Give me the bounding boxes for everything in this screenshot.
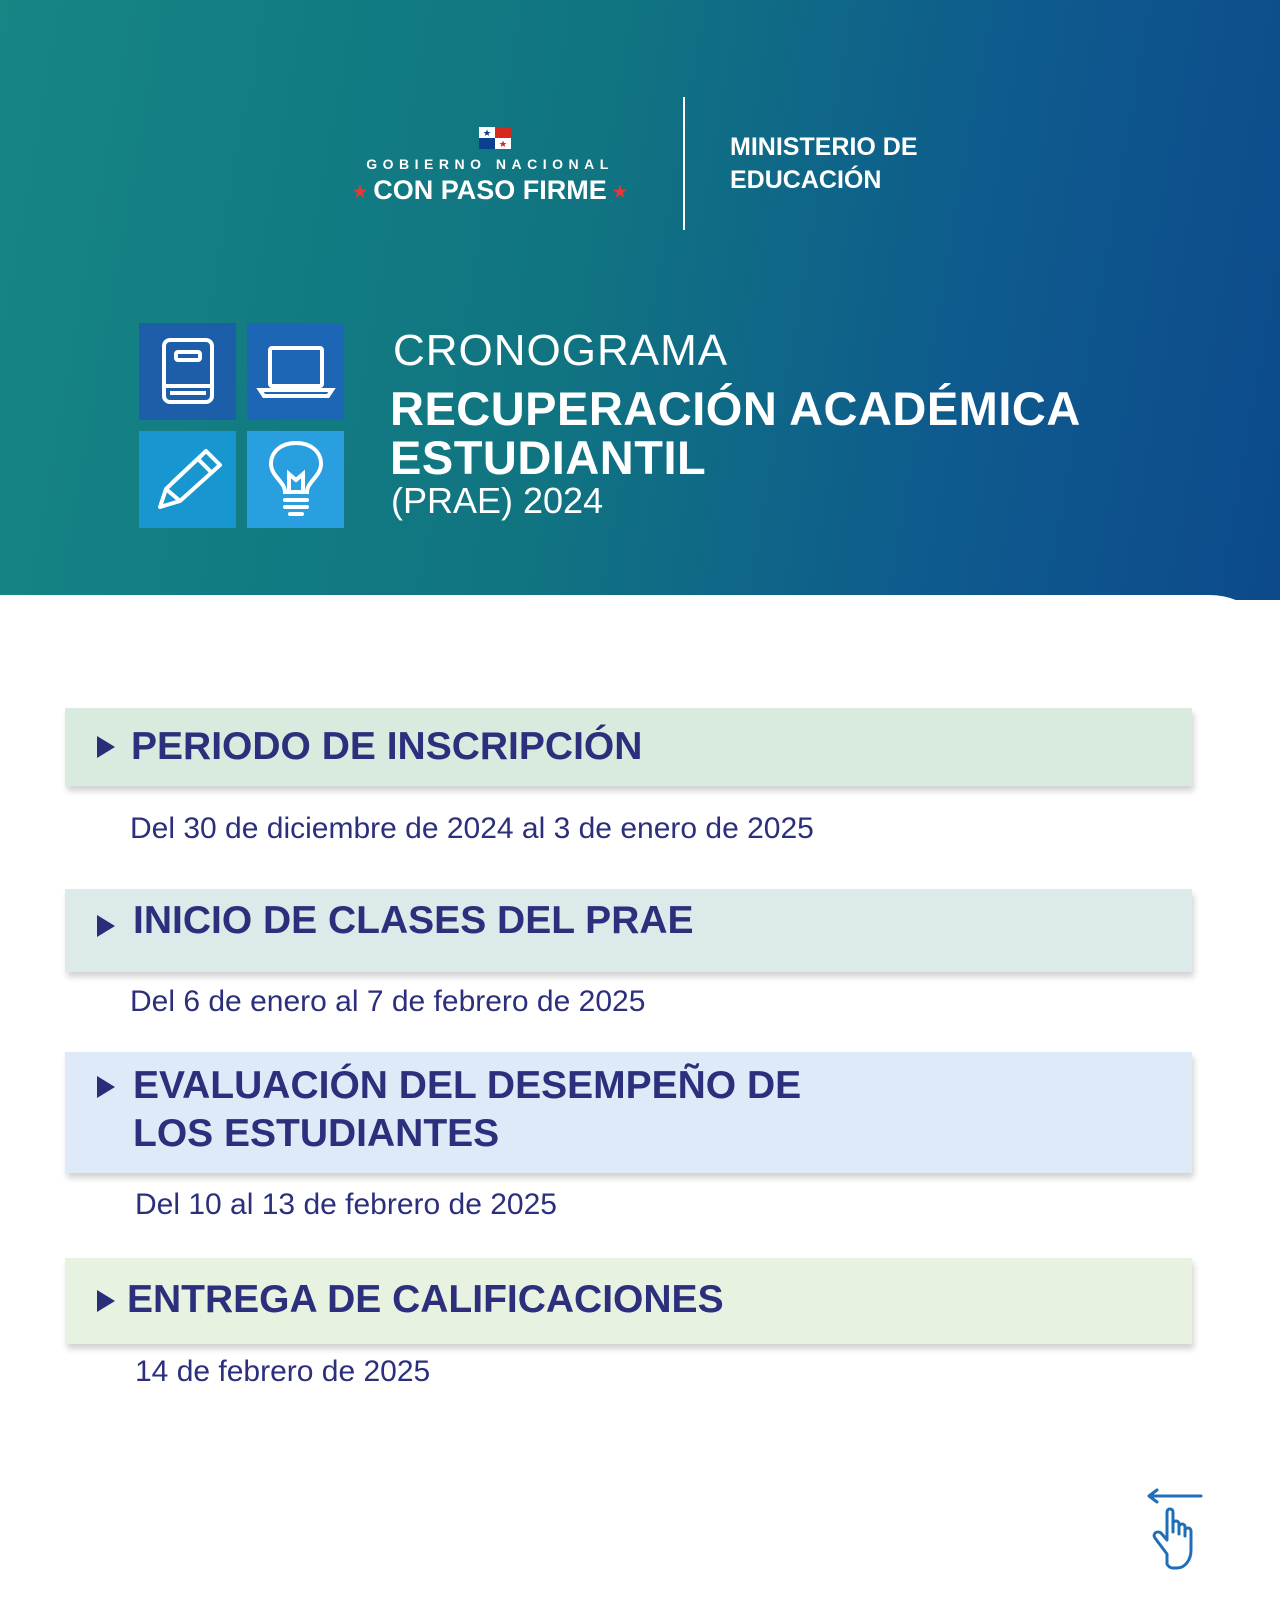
pencil-tile	[139, 431, 236, 528]
page-title-line-1: RECUPERACIÓN ACADÉMICA	[390, 382, 1081, 435]
gov-line-1: GOBIERNO NACIONAL	[366, 156, 614, 172]
lightbulb-icon	[265, 440, 327, 520]
triangle-right-icon	[97, 1076, 115, 1098]
page-title	[390, 384, 1081, 482]
schedule-date: Del 10 al 13 de febrero de 2025	[135, 1188, 557, 1221]
ministry-line-1: MINISTERIO DE	[730, 133, 918, 161]
logo-divider	[683, 97, 685, 230]
triangle-right-icon	[97, 736, 115, 758]
title-subtitle: (PRAE) 2024	[391, 480, 604, 521]
schedule-heading	[133, 1062, 801, 1158]
laptop-tile	[247, 323, 344, 420]
book-icon	[158, 336, 218, 408]
triangle-right-icon	[97, 1290, 115, 1312]
schedule-heading-line-1: EVALUACIÓN DEL DESEMPEÑO DE	[133, 1064, 802, 1107]
star-icon: ★	[352, 183, 368, 201]
schedule-date: Del 30 de diciembre de 2024 al 3 de enero de 2025	[130, 812, 814, 845]
schedule-heading: PERIODO DE INSCRIPCIÓN	[131, 725, 643, 768]
schedule-item-evaluation	[65, 1052, 1192, 1173]
schedule-date: 14 de febrero de 2025	[135, 1355, 431, 1388]
panama-flag-icon	[479, 127, 511, 149]
schedule-date: Del 6 de enero al 7 de febrero de 2025	[130, 985, 646, 1018]
gov-line-2	[340, 175, 640, 206]
schedule-heading: INICIO DE CLASES DEL PRAE	[133, 899, 694, 942]
star-icon: ★	[612, 183, 628, 201]
schedule-heading-line-2: LOS ESTUDIANTES	[133, 1112, 500, 1155]
schedule-item-class-start	[65, 889, 1192, 972]
book-tile	[139, 323, 236, 420]
schedule-item-grades	[65, 1258, 1192, 1344]
title-kicker: CRONOGRAMA	[393, 326, 729, 375]
pencil-icon	[150, 445, 226, 515]
ministry-line-2: EDUCACIÓN	[730, 166, 882, 194]
triangle-right-icon	[97, 915, 115, 937]
gov-line-2-text: CON PASO FIRME	[373, 175, 607, 205]
schedule-item-enrollment	[65, 708, 1192, 786]
swipe-hand-icon	[1141, 1488, 1207, 1572]
ministry-name	[730, 131, 918, 197]
page-title-line-2: ESTUDIANTIL	[390, 431, 707, 484]
schedule-heading: ENTREGA DE CALIFICACIONES	[127, 1278, 724, 1321]
lightbulb-tile	[247, 431, 344, 528]
laptop-icon	[256, 342, 336, 402]
